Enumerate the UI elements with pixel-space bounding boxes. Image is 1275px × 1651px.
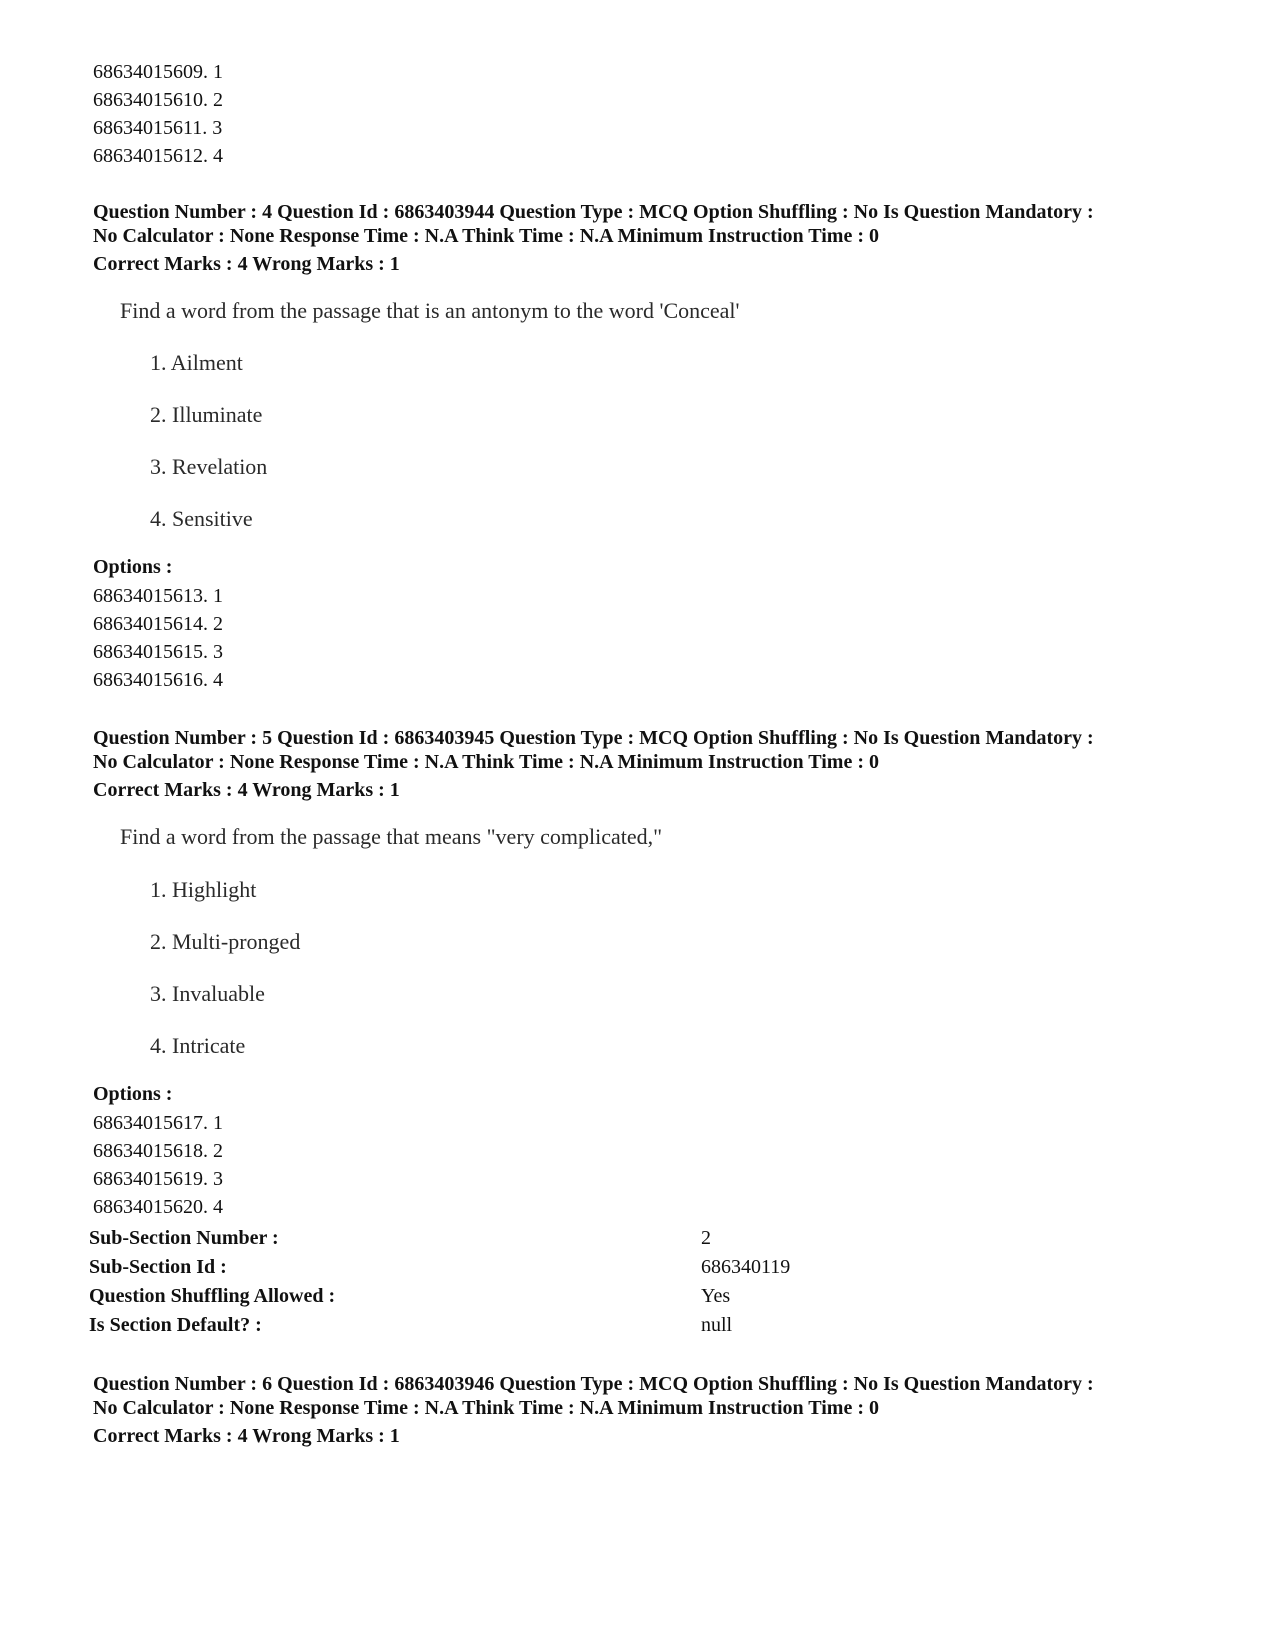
option-id-line: 68634015619. 3: [93, 1168, 223, 1190]
option-id-line: 68634015610. 2: [93, 89, 223, 111]
subsection-label: Is Section Default? :: [89, 1314, 262, 1336]
option-id-line: 68634015611. 3: [93, 117, 223, 139]
option-id-line: 68634015620. 4: [93, 1196, 223, 1218]
question-4-choice: 4. Sensitive: [150, 506, 253, 531]
question-5-text: Find a word from the passage that means "very complicated,": [120, 824, 663, 849]
option-id-line: 68634015618. 2: [93, 1140, 223, 1162]
subsection-row: [89, 1282, 1089, 1311]
subsection-row: [89, 1311, 1089, 1340]
question-4-choice: 3. Revelation: [150, 454, 268, 479]
subsection-value: 686340119: [701, 1256, 791, 1278]
question-meta-line: Question Number : 4 Question Id : 6863403944 Question Type : MCQ Option Shuffling : No Is Question Mandatory :: [93, 201, 1094, 223]
subsection-value: Yes: [701, 1285, 731, 1307]
question-5-options: [93, 1109, 223, 1221]
question-4-options: [93, 582, 223, 694]
question-marks: Correct Marks : 4 Wrong Marks : 1: [93, 253, 400, 275]
option-id-line: 68634015617. 1: [93, 1112, 223, 1134]
question-4-meta: [93, 200, 1213, 276]
question-meta-line: No Calculator : None Response Time : N.A Think Time : N.A Minimum Instruction Time : 0: [93, 751, 879, 773]
subsection-label: Sub-Section Number :: [89, 1227, 279, 1249]
question-4-choice: 2. Illuminate: [150, 402, 263, 427]
subsection-label: Question Shuffling Allowed :: [89, 1285, 336, 1307]
option-id-line: 68634015616. 4: [93, 669, 223, 691]
subsection-row: [89, 1253, 1089, 1282]
option-id-line: 68634015609. 1: [93, 61, 223, 83]
question-meta-line: Question Number : 5 Question Id : 6863403945 Question Type : MCQ Option Shuffling : No Is Question Mandatory :: [93, 727, 1094, 749]
question-marks: Correct Marks : 4 Wrong Marks : 1: [93, 779, 400, 801]
subsection-value: 2: [701, 1227, 711, 1249]
question-meta-line: No Calculator : None Response Time : N.A Think Time : N.A Minimum Instruction Time : 0: [93, 225, 879, 247]
question-5-choice: 1. Highlight: [150, 877, 257, 902]
option-id-line: 68634015613. 1: [93, 585, 223, 607]
question-5-choice: 3. Invaluable: [150, 981, 265, 1006]
previous-question-options: [93, 58, 223, 170]
question-5-choice: 4. Intricate: [150, 1033, 246, 1058]
subsection-row: [89, 1224, 1089, 1253]
subsection-label: Sub-Section Id :: [89, 1256, 227, 1278]
question-6-meta: [93, 1372, 1213, 1448]
question-5-choice: 2. Multi-pronged: [150, 929, 301, 954]
options-label: Options :: [93, 1083, 173, 1105]
subsection-info: [89, 1224, 1089, 1340]
question-meta-line: Question Number : 6 Question Id : 6863403946 Question Type : MCQ Option Shuffling : No Is Question Mandatory :: [93, 1373, 1094, 1395]
option-id-line: 68634015612. 4: [93, 145, 223, 167]
question-4-choice: 1. Ailment: [150, 350, 243, 375]
options-label: Options :: [93, 556, 173, 578]
option-id-line: 68634015615. 3: [93, 641, 223, 663]
subsection-value: null: [701, 1314, 733, 1336]
option-id-line: 68634015614. 2: [93, 613, 223, 635]
question-5-meta: [93, 726, 1213, 802]
question-4-text: Find a word from the passage that is an antonym to the word 'Conceal': [120, 298, 740, 323]
question-marks: Correct Marks : 4 Wrong Marks : 1: [93, 1425, 400, 1447]
question-meta-line: No Calculator : None Response Time : N.A Think Time : N.A Minimum Instruction Time : 0: [93, 1397, 879, 1419]
